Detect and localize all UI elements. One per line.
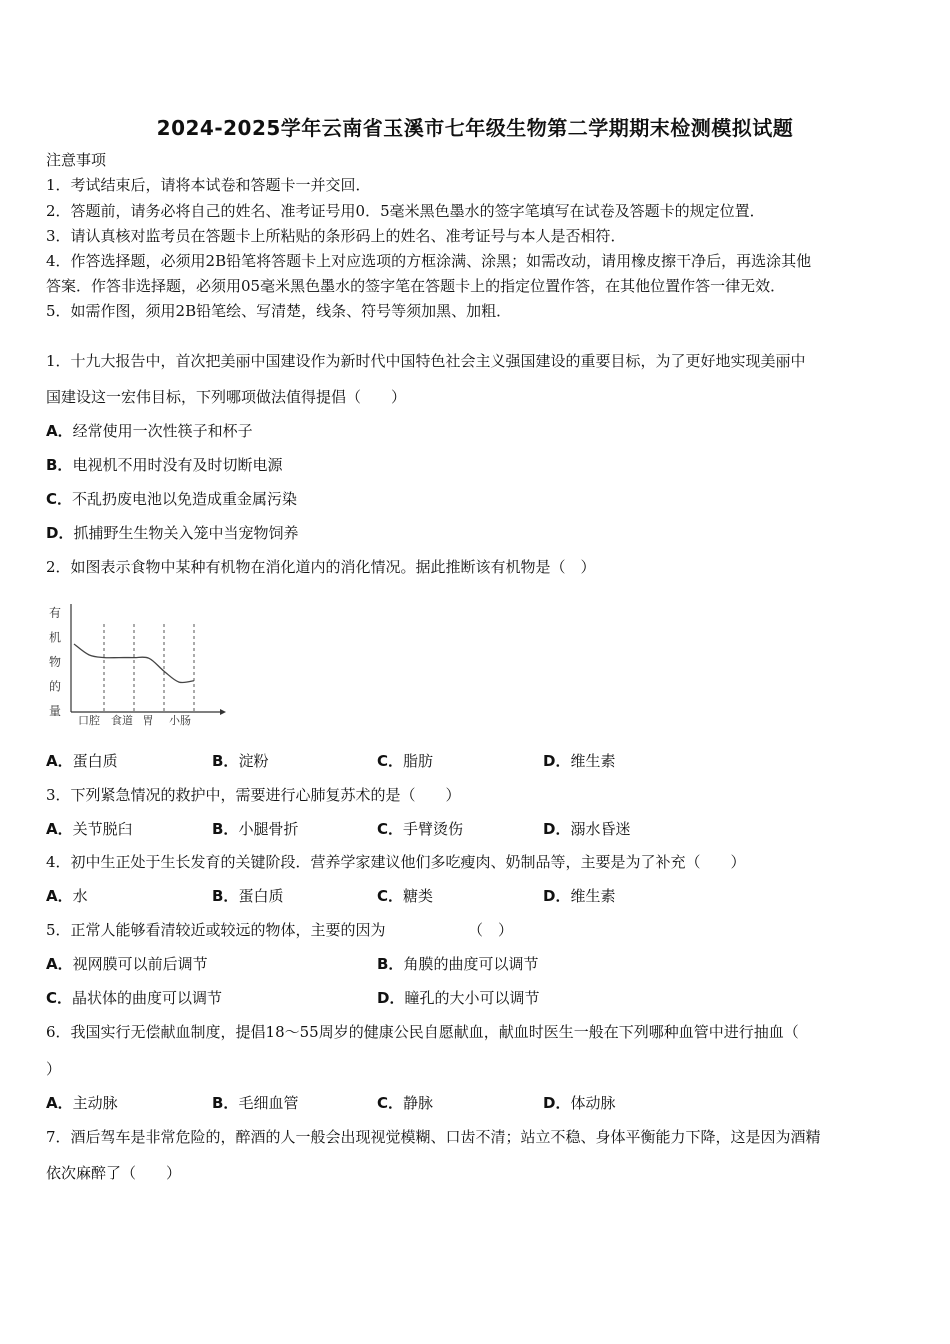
notice-heading: 注意事项: [46, 151, 107, 169]
notice-item: 答案．作答非选择题，必须用05毫米黑色墨水的签字笔在答题卡上的指定位置作答，在其他位置作答一律无效．: [46, 277, 786, 295]
q6-option-d[interactable]: D．体动脉: [543, 1094, 616, 1112]
q3-option-b[interactable]: B．小腿骨折: [212, 820, 299, 838]
q4-option-d[interactable]: D．维生素: [543, 887, 616, 905]
notice-item: 2．答题前，请务必将自己的姓名、准考证号用0．5毫米黑色墨水的签字笔填写在试卷及答题卡的规定位置．: [46, 202, 765, 220]
question-1-stem: 1．十九大报告中，首次把美丽中国建设作为新时代中国特色社会主义强国建设的重要目标，为了更好地实现美丽中: [46, 352, 806, 370]
y-axis-label-char: 物: [48, 655, 62, 669]
y-axis-label-char: 量: [48, 704, 62, 718]
q4-option-a[interactable]: A．水: [46, 887, 88, 905]
question-6-stem: 6．我国实行无偿献血制度，提倡18～55周岁的健康公民自愿献血，献血时医生一般在下列哪种血管中进行抽血（: [46, 1023, 799, 1041]
x-axis-arrow: [220, 709, 226, 715]
question-7-stem-cont: 依次麻醉了（ ）: [46, 1164, 182, 1182]
q3-option-d[interactable]: D．溺水昏迷: [543, 820, 631, 838]
q3-option-c[interactable]: C．手臂烫伤: [377, 820, 464, 838]
q5-option-b[interactable]: B．角膜的曲度可以调节: [377, 955, 539, 973]
y-axis-label-char: 机: [48, 630, 62, 645]
digestion-chart: [44, 600, 234, 728]
q4-option-c[interactable]: C．糖类: [377, 887, 434, 905]
q1-option-c[interactable]: C．不乱扔废电池以免造成重金属污染: [46, 490, 298, 508]
question-7-stem: 7．酒后驾车是非常危险的，醉酒的人一般会出现视觉模糊、口齿不清；站立不稳、身体平衡能力下降，这是因为酒精: [46, 1128, 821, 1146]
q2-option-b[interactable]: B．淀粉: [212, 752, 269, 770]
q6-option-a[interactable]: A．主动脉: [46, 1094, 118, 1112]
q4-option-b[interactable]: B．蛋白质: [212, 887, 284, 905]
question-6-stem-cont: ）: [46, 1060, 62, 1078]
q2-option-a[interactable]: A．蛋白质: [46, 752, 118, 770]
y-axis-label-char: 有: [48, 606, 62, 620]
x-tick-label: 小肠: [169, 714, 191, 727]
question-5-stem: 5．正常人能够看清较近或较远的物体，主要的因为 （ ）: [46, 921, 514, 939]
q5-option-a[interactable]: A．视网膜可以前后调节: [46, 955, 208, 973]
x-tick-label: 食道: [111, 714, 133, 727]
q1-option-b[interactable]: B．电视机不用时没有及时切断电源: [46, 456, 283, 474]
question-1-stem-cont: 国建设这一宏伟目标，下列哪项做法值得提倡（ ）: [46, 388, 407, 406]
q5-option-d[interactable]: D．瞳孔的大小可以调节: [377, 989, 540, 1007]
q2-option-c[interactable]: C．脂肪: [377, 752, 434, 770]
q2-option-d[interactable]: D．维生素: [543, 752, 616, 770]
x-tick-label: 口腔: [78, 714, 100, 727]
question-2-stem: 2．如图表示食物中某种有机物在消化道内的消化情况。据此推断该有机物是（ ）: [46, 558, 596, 576]
notice-item: 5．如需作图，须用2B铅笔绘、写清楚，线条、符号等须加黑、加粗．: [46, 302, 512, 320]
y-axis-label-char: 的: [48, 679, 62, 694]
q3-option-a[interactable]: A．关节脱臼: [46, 820, 133, 838]
notice-item: 3．请认真核对监考员在答题卡上所粘贴的条形码上的姓名、准考证号与本人是否相符．: [46, 227, 626, 245]
digestion-chart-svg: [44, 600, 234, 728]
x-tick-label: 胃: [142, 714, 154, 727]
notice-item: 4．作答选择题，必须用2B铅笔将答题卡上对应选项的方框涂满、涂黑；如需改动，请用橡皮擦干净后，再选涂其他: [46, 252, 812, 270]
question-3-stem: 3．下列紧急情况的救护中，需要进行心肺复苏术的是（ ）: [46, 786, 461, 804]
question-4-stem: 4．初中生正处于生长发育的关键阶段．营养学家建议他们多吃瘦肉、奶制品等，主要是为了补充（ ）: [46, 853, 746, 871]
q6-option-c[interactable]: C．静脉: [377, 1094, 434, 1112]
q1-option-d[interactable]: D．抓捕野生生物关入笼中当宠物饲养: [46, 524, 299, 542]
q5-option-c[interactable]: C．晶状体的曲度可以调节: [46, 989, 223, 1007]
q6-option-b[interactable]: B．毛细血管: [212, 1094, 299, 1112]
notice-item: 1．考试结束后，请将本试卷和答题卡一并交回．: [46, 176, 371, 194]
q1-option-a[interactable]: A．经常使用一次性筷子和杯子: [46, 422, 253, 440]
page-title: 2024-2025学年云南省玉溪市七年级生物第二学期期末检测模拟试题: [156, 116, 794, 140]
